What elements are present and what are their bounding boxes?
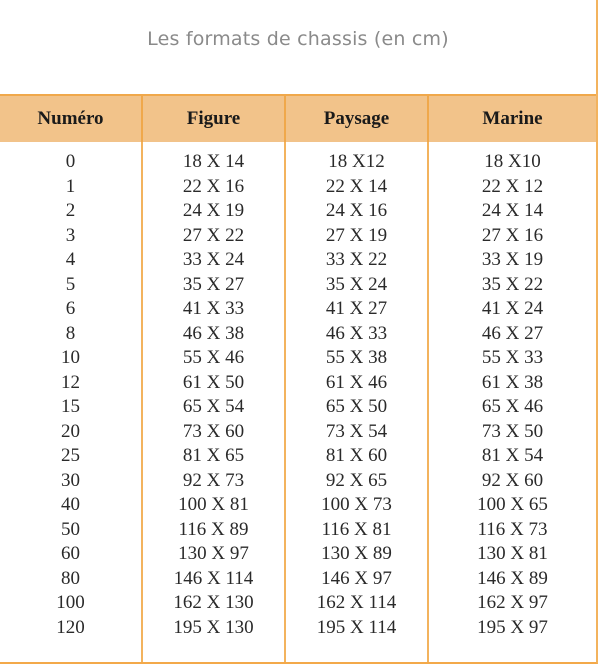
table-cell-marine: 41 X 24 [481,298,544,319]
header-numero: Numéro [0,96,143,142]
table-cell-paysage: 73 X 54 [325,420,388,442]
table-cell-figure: 35 X 27 [182,273,245,295]
table-cell-paysage: 116 X 81 [321,518,392,540]
table-cell-numero: 10 [61,347,80,368]
table-cell-numero: 120 [56,616,85,638]
table-cell-marine: 46 X 27 [481,322,544,344]
table-cell-paysage: 55 X 38 [325,347,388,368]
table-cell-numero: 6 [65,298,76,319]
column-figure [143,142,286,662]
table-cell-marine: 24 X 14 [481,200,544,221]
table-cell-marine: 146 X 89 [477,567,548,589]
column-marine [429,142,596,662]
table-cell-figure: 73 X 60 [182,420,245,442]
table-cell-paysage: 22 X 14 [325,175,388,197]
table-cell-figure: 116 X 89 [178,518,249,540]
table-cell-marine: 22 X 12 [481,175,544,197]
table-cell-numero: 12 [61,371,80,393]
table-cell-numero: 4 [65,249,76,270]
header-paysage: Paysage [286,96,429,142]
table-cell-numero: 30 [61,469,80,491]
column-paysage [286,142,429,662]
table-cell-figure: 61 X 50 [182,371,245,393]
table-cell-figure: 81 X 65 [182,445,245,466]
table-cell-numero: 100 [56,592,85,613]
table-cell-marine: 18 X10 [484,151,541,172]
table-cell-marine: 162 X 97 [477,592,548,613]
table-cell-numero: 25 [61,445,80,466]
table-cell-figure: 195 X 130 [173,616,254,638]
table-cell-marine: 27 X 16 [481,224,544,246]
table-cell-numero: 15 [61,396,80,417]
table-cell-figure: 46 X 38 [182,322,245,344]
table-cell-numero: 5 [65,273,76,295]
table-body [0,142,596,662]
table-cell-marine: 55 X 33 [481,347,544,368]
table-cell-paysage: 130 X 89 [321,543,392,564]
table-cell-numero: 8 [65,322,76,344]
table-cell-paysage: 46 X 33 [325,322,388,344]
table-cell-numero: 2 [65,200,76,221]
table-cell-figure: 130 X 97 [178,543,249,564]
table-cell-marine: 65 X 46 [481,396,544,417]
table-cell-marine: 73 X 50 [481,420,544,442]
table-cell-numero: 60 [61,543,80,564]
table-header-row [0,94,596,142]
table-cell-paysage: 35 X 24 [325,273,388,295]
table-cell-numero: 80 [61,567,80,589]
table-cell-figure: 27 X 22 [182,224,245,246]
table-cell-paysage: 146 X 97 [321,567,392,589]
table-cell-paysage: 92 X 65 [325,469,388,491]
table-cell-paysage: 100 X 73 [321,494,392,515]
table-cell-numero: 50 [61,518,80,540]
table-cell-numero: 20 [61,420,80,442]
table-cell-numero: 0 [65,151,76,172]
table-cell-paysage: 61 X 46 [325,371,388,393]
table-cell-figure: 100 X 81 [178,494,249,515]
table-cell-figure: 18 X 14 [182,151,245,172]
table-cell-numero: 3 [65,224,76,246]
header-marine: Marine [482,108,543,129]
table-cell-figure: 146 X 114 [173,567,254,589]
table-cell-figure: 92 X 73 [182,469,245,491]
table-cell-marine: 195 X 97 [477,616,548,638]
canvas-sizes-table [0,94,596,662]
table-cell-marine: 81 X 54 [481,445,544,466]
table-cell-paysage: 195 X 114 [316,616,397,638]
header-figure: Figure [143,96,286,142]
table-cell-numero: 1 [65,175,76,197]
table-cell-paysage: 33 X 22 [325,249,388,270]
table-cell-marine: 35 X 22 [481,273,544,295]
table-cell-figure: 65 X 54 [182,396,245,417]
table-cell-figure: 162 X 130 [173,592,254,613]
table-cell-paysage: 162 X 114 [316,592,397,613]
table-cell-marine: 100 X 65 [477,494,548,515]
table-cell-paysage: 27 X 19 [325,224,388,246]
column-numero [0,142,143,662]
table-cell-paysage: 81 X 60 [325,445,388,466]
table-cell-paysage: 24 X 16 [325,200,388,221]
table-cell-paysage: 41 X 27 [325,298,388,319]
table-cell-figure: 22 X 16 [182,175,245,197]
table-cell-figure: 33 X 24 [182,249,245,270]
table-cell-figure: 41 X 33 [182,298,245,319]
table-cell-marine: 33 X 19 [481,249,544,270]
table-cell-marine: 116 X 73 [477,518,548,540]
table-cell-numero: 40 [61,494,80,515]
page-title: Les formats de chassis (en cm) [147,28,449,50]
table-cell-paysage: 18 X12 [328,151,385,172]
table-cell-marine: 61 X 38 [481,371,544,393]
table-cell-paysage: 65 X 50 [325,396,388,417]
table-cell-marine: 92 X 60 [481,469,544,491]
table-cell-figure: 24 X 19 [182,200,245,221]
table-cell-marine: 130 X 81 [477,543,548,564]
table-cell-figure: 55 X 46 [182,347,245,368]
